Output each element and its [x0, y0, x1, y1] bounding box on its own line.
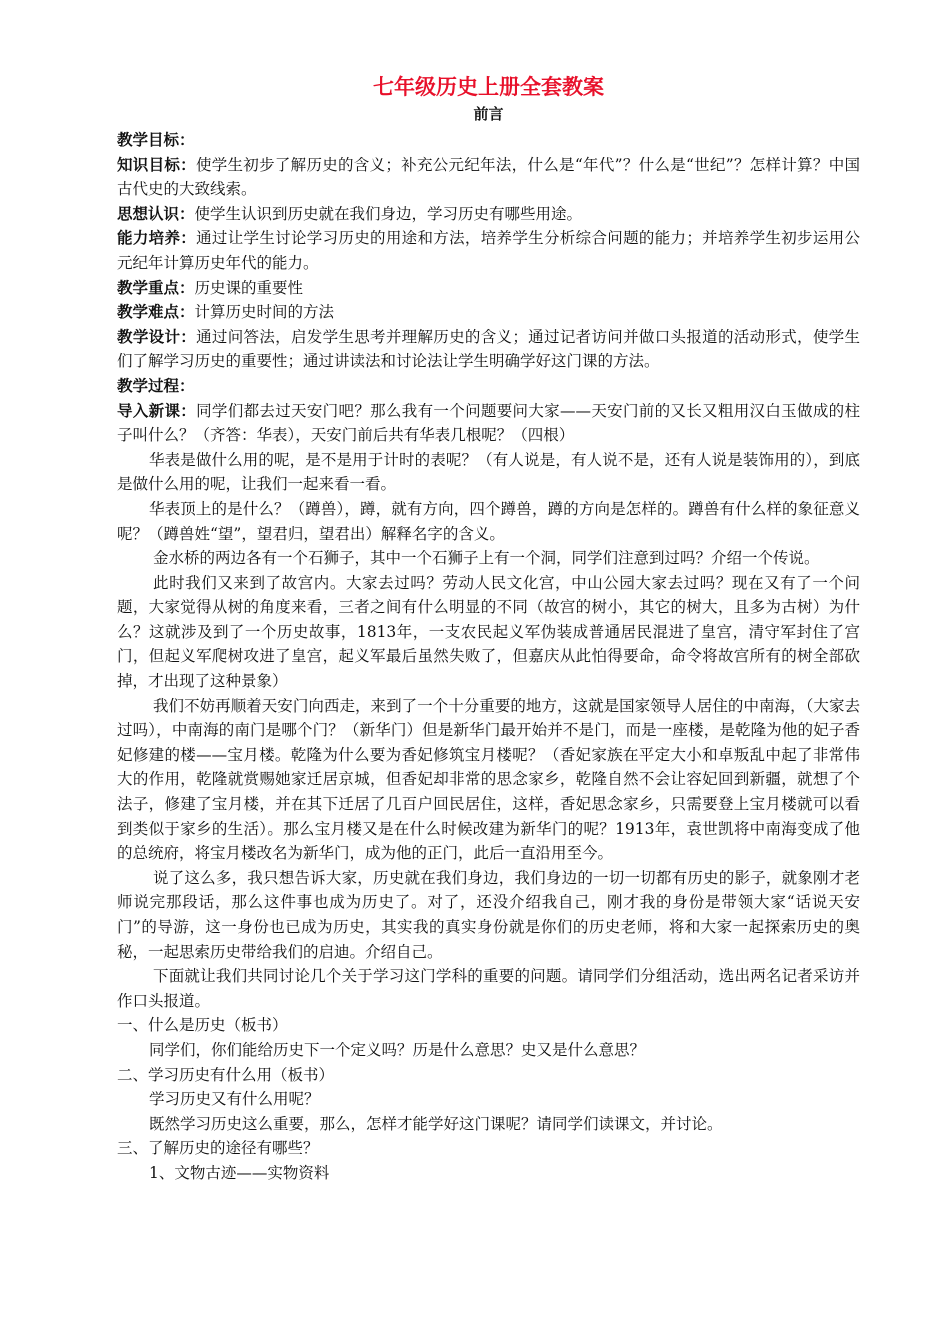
intro-paragraph: 导入新课：同学们都去过天安门吧？那么我有一个问题要问大家——天安门前的又长又粗用汉白玉做成的柱子叫什么？（齐答：华表），天安门前后共有华表几根呢？（四根） — [117, 401, 860, 445]
outline-text-2a: 学习历史又有什么用呢？ — [149, 1090, 320, 1109]
process-heading: 教学过程： — [117, 376, 195, 395]
knowledge-goal: 知识目标：使学生初步了解历史的含义；补充公元纪年法，什么是“年代”？什么是“世纪”？怎样计算？中国古代史的大致线索。 — [117, 155, 860, 199]
paragraph-lion: 金水桥的两边各有一个石狮子，其中一个石狮子上有一个洞，同学们注意到过吗？介绍一个传说。 — [153, 549, 820, 568]
outline-text-3: 1、文物古迹——实物资料 — [149, 1163, 330, 1182]
teaching-difficulty: 教学难点：计算历史时间的方法 — [117, 303, 335, 322]
document-page — [117, 72, 860, 1186]
teaching-design: 教学设计：通过问答法，启发学生思考并理解历史的含义；通过记者访问并做口头报道的活动形式，使学生们了解学习历史的重要性；通过讲读法和讨论法让学生明确学好这门课的方法。 — [117, 327, 860, 371]
paragraph-dunshou: 华表顶上的是什么？（蹲兽），蹲，就有方向，四个蹲兽，蹲的方向是怎样的。蹲兽有什么样的象征意义呢？（蹲兽姓“望”，望君归，望君出）解释名字的含义。 — [117, 499, 860, 543]
ability-goal: 能力培养：通过让学生讨论学习历史的用途和方法，培养学生分析综合问题的能力；并培养学生初步运用公元纪年计算历史年代的能力。 — [117, 229, 860, 272]
paragraph-discussion: 下面就让我们共同讨论几个关于学习这门学科的重要的问题。请同学们分组活动，选出两名记者采访并作口头报道。 — [117, 967, 860, 1010]
paragraph-huabiao: 华表是做什么用的呢，是不是用于计时的表呢？（有人说是，有人说不是，还有人说是装饰用的），到底是做什么用的呢，让我们一起来看一看。 — [117, 450, 860, 494]
paragraph-palace: 此时我们又来到了故宫内。大家去过吗？劳动人民文化宫，中山公园大家去过吗？现在又有了一个问题，大家觉得从树的角度来看，三者之间有什么明显的不同（故宫的树小，其它的树大，且多为古树）为什么？这就涉及到了一个历史故事，1813年，一支农民起义军伪装成普通居民混进了皇宫，清守军封住了宫门，但起义军爬树攻进了皇宫，起义军最后虽然失败了，但嘉庆从此怕得要命，命令将故宫所有的树全部砍掉，才出现了这种景象） — [117, 573, 860, 691]
document-title: 七年级历史上册全套教案 — [373, 75, 604, 99]
outline-text-1: 同学们，你们能给历史下一个定义吗？历是什么意思？史又是什么意思？ — [149, 1040, 646, 1059]
goals-heading: 教学目标： — [117, 131, 195, 149]
outline-text-2b: 既然学习历史这么重要，那么，怎样才能学好这门课呢？请同学们读课文，并讨论。 — [149, 1114, 723, 1133]
teaching-key-point: 教学重点：历史课的重要性 — [117, 278, 304, 297]
outline-heading-2: 二、学习历史有什么用（板书） — [117, 1065, 335, 1084]
outline-heading-1: 一、什么是历史（板书） — [117, 1016, 288, 1035]
outline-heading-3: 三、了解历史的途径有哪些？ — [117, 1139, 319, 1158]
document-subtitle: 前言 — [473, 105, 504, 123]
thought-goal: 思想认识：使学生认识到历史就在我们身边，学习历史有哪些用途。 — [117, 204, 583, 223]
paragraph-zhongnanhai: 我们不妨再顺着天安门向西走，来到了一个十分重要的地方，这就是国家领导人居住的中南海，（大家去过吗），中南海的南门是哪个门？（新华门）但是新华门最开始并不是门，而是一座楼，是乾隆为他的妃子香妃修建的楼——宝月楼。乾隆为什么要为香妃修筑宝月楼呢？（香妃家族在平定大小和卓叛乱中起了非常伟大的作用，乾隆就赏赐她家迁居京城，但香妃却非常的思念家乡，乾隆自然不会让容妃回到新疆，就想了个法子，修建了宝月楼，并在其下迁居了几百户回民居住，这样，香妃思念家乡，只需要登上宝月楼就可以看到类似于家乡的生活）。那么宝月楼又是在什么时候改建为新华门的呢？1913年，袁世凯将中南海变成了他的总统府，将宝月楼改名为新华门，成为他的正门，此后一直沿用至今。 — [117, 696, 860, 863]
paragraph-teacher: 说了这么多，我只想告诉大家，历史就在我们身边，我们身边的一切一切都有历史的影子，就象刚才老师说完那段话，那么这件事也成为历史了。对了，还没介绍我自己，刚才我的身份是带领大家“话说天安门”的导游，这一身份也已成为历史，其实我的真实身份就是你们的历史老师，将和大家一起探索历史的奥秘，一起思索历史带给我们的启迪。介绍自己。 — [117, 868, 860, 961]
